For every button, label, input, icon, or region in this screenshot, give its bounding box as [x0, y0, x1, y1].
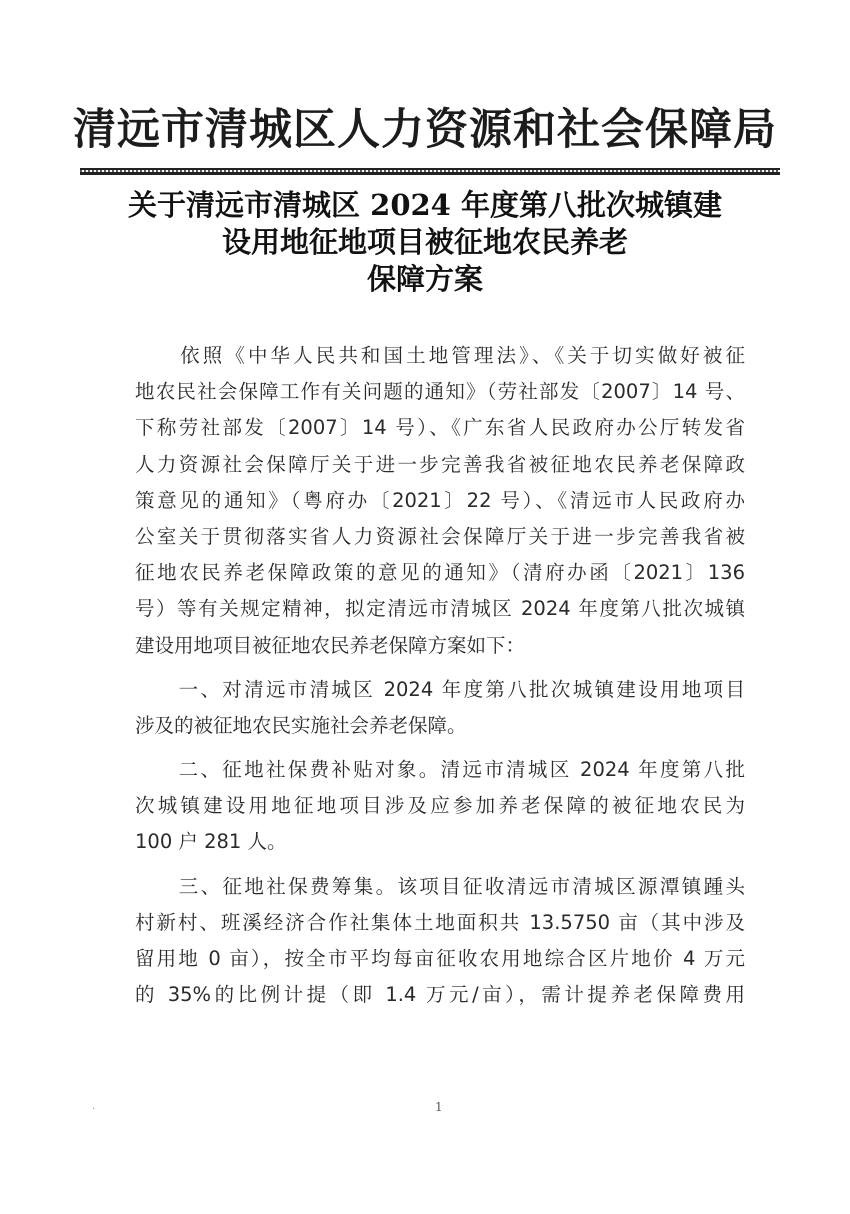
document-body: [135, 338, 745, 1013]
paragraph: [135, 672, 745, 744]
paragraph-gap: [135, 664, 745, 672]
body-line: 村新村、班溪经济合作社集体土地面积共 13.5750 亩（其中涉及: [135, 910, 745, 934]
body-line: 公室关于贯彻落实省人力资源社会保障厅关于进一步完善我省被: [135, 524, 745, 548]
paragraph-gap: [135, 744, 745, 752]
body-line: 一、对清远市清城区 2024 年度第八批次城镇建设用地项目: [135, 677, 745, 701]
body-line: 涉及的被征地农民实施社会养老保障。: [135, 713, 467, 737]
paragraph: [135, 869, 745, 1014]
body-line: 次城镇建设用地征地项目涉及应参加养老保障的被征地农民为: [135, 794, 745, 818]
paragraph: [135, 752, 745, 861]
agency-header: 清远市清城区人力资源和社会保障局: [73, 105, 777, 155]
body-line: 策意见的通知》（粤府办〔2021〕22 号）、《清远市人民政府办: [135, 488, 745, 512]
body-line: 征地农民养老保障政策的意见的通知》（清府办函〔2021〕136: [135, 561, 745, 585]
body-line: 地农民社会保障工作有关问题的通知》（劳社部发〔2007〕14 号、: [135, 380, 745, 404]
title-line: 设用地征地项目被征地农民养老: [221, 225, 628, 259]
title-line: 保障方案: [366, 262, 483, 296]
page-number: 1: [435, 1100, 443, 1114]
paragraph-gap: [135, 861, 745, 869]
body-line: 二、征地社保费补贴对象。清远市清城区 2024 年度第八批: [135, 758, 745, 782]
body-line: 三、征地社保费筹集。该项目征收清远市清城区源潭镇踵头: [135, 874, 745, 898]
body-line: 留用地 0 亩），按全市平均每亩征收农用地综合区片地价 4 万元: [135, 947, 745, 970]
document-title: [0, 187, 850, 298]
body-line: 依照《中华人民共和国土地管理法》、《关于切实做好被征: [135, 344, 745, 367]
paragraph: [135, 338, 745, 664]
body-line: 建设用地项目被征地农民养老保障方案如下：: [135, 633, 526, 657]
body-line: 号）等有关规定精神，拟定清远市清城区 2024 年度第八批次城镇: [135, 597, 745, 621]
body-line: 人力资源社会保障厅关于进一步完善我省被征地农民养老保障政: [135, 452, 745, 476]
footer-mark: ·: [92, 1104, 96, 1115]
header-divider: [80, 168, 780, 175]
body-line: 100 户 281 人。: [135, 830, 287, 854]
body-line: 下称劳社部发〔2007〕14 号）、《广东省人民政府办公厅转发省: [135, 416, 745, 440]
body-line: 的 35%的比例计提（即 1.4 万元/亩），需计提养老保障费用: [135, 983, 745, 1007]
title-line: 关于清远市清城区 2024 年度第八批次城镇建: [128, 188, 722, 222]
